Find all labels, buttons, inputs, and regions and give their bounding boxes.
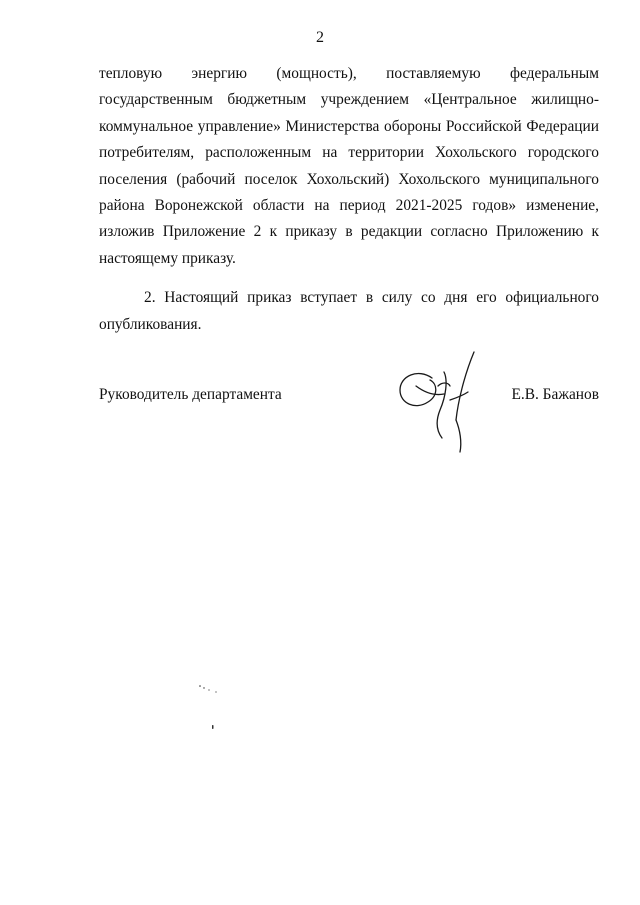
paragraph-2: 2. Настоящий приказ вступает в силу со дня его официального опубликования. [99,289,599,333]
page-number: 2 [316,29,324,46]
paragraph-1: тепловую энергию (мощность), поставляемую федеральным государственным бюджетным учреждением «Центральное жилищно-коммунальное управление» Министерства обороны Российской Федерации потребителям, расположенным на территории Хохольского городского поселения (рабочий поселок Хохольский) Хохольского муниципального района Воронежской области на период 2021-2025 годов» изменение, изложив Приложение 2 к приказу в редакции согласно Приложению к настоящему приказу. [99,65,599,267]
document-body [99,61,599,338]
signer-title: Руководитель департамента [99,386,282,403]
scan-specks [196,680,236,740]
signer-name: Е.В. Бажанов [511,386,599,403]
handwritten-signature [394,346,484,454]
